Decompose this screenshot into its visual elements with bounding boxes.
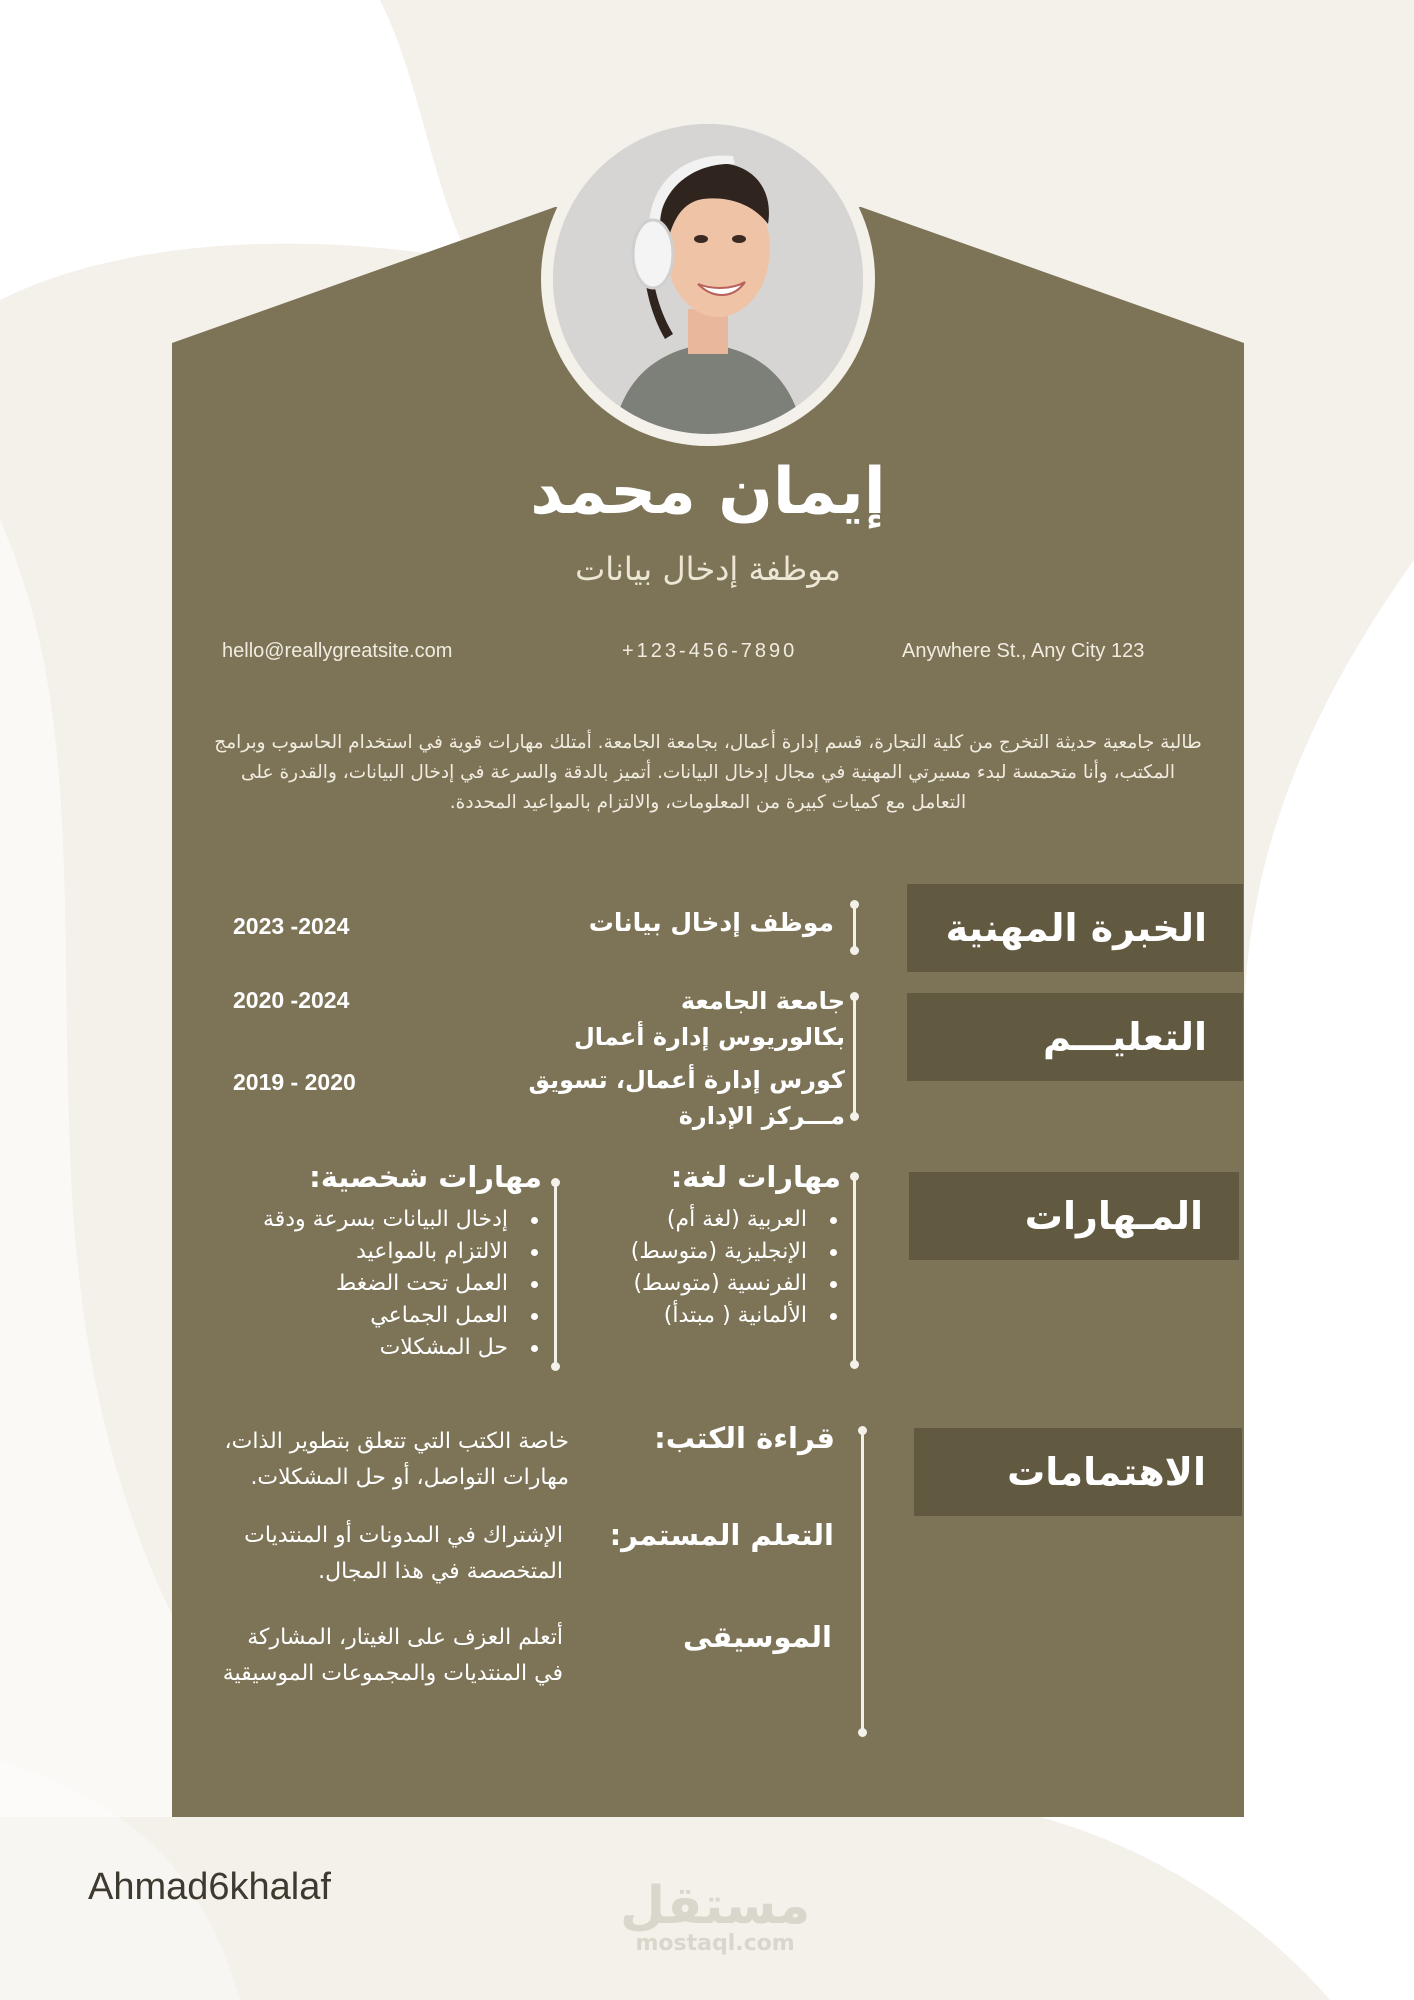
timeline-dot [858,1728,867,1737]
interest-desc-music: أتعلم العزف على الغيتار، المشاركة في المنتديات والمجموعات الموسيقية [222,1625,563,1686]
section-title-interests: الاهتمامات [1007,1450,1206,1494]
timeline-dot [850,900,859,909]
education-years-2: 2019 - 2020 [233,1069,356,1095]
interest-title-music: الموسيقى [682,1620,832,1654]
personal-skills-title: مهارات شخصية: [309,1160,542,1194]
timeline-dot [850,1112,859,1121]
list-item: العمل تحت الضغط [263,1268,542,1300]
section-title-education: التعليـــم [1042,1015,1207,1059]
education-school: جامعة الجامعة [680,987,845,1015]
list-item: الألمانية ( مبتدأ) [631,1300,841,1332]
profile-summary: طالبة جامعية حديثة التخرج من كلية التجارة، قسم إدارة أعمال، بجامعة الجامعة. أمتلك مهارات قوية في استخدام الحاسوب وبرامج المكتب، وأنا متحمسة لبدء مسيرتي المهنية في مجال إدخال البيانات. أتميز بالدقة والسرعة في إدخال البيانات، والقدرة على التعامل مع كميات كبيرة من المعلومات، والالتزام بالمواعيد المحددة. [214,732,1202,813]
author-signature: Ahmad6khalaf [88,1866,331,1908]
list-item: العربية (لغة أم) [631,1204,841,1236]
section-title-experience: الخبرة المهنية [945,906,1207,950]
experience-years: 2023 -2024 [233,913,350,939]
top-left-blob [0,0,470,300]
watermark-arabic: مستقل [620,1876,811,1936]
contact-phone: +123-456-7890 [622,640,798,662]
timeline-dot [850,1172,859,1181]
right-blob [1244,560,1414,1817]
education-item-1 [574,983,845,1055]
experience-role: موظف إدخال بيانات [588,908,834,937]
timeline-dot [850,992,859,1001]
avatar-illustration [553,124,863,434]
timeline-dot [850,946,859,955]
interest-title-reading: قراءة الكتب: [654,1421,835,1455]
skills-language-line [853,1176,856,1366]
language-skills-title: مهارات لغة: [670,1160,841,1194]
list-item: الالتزام بالمواعيد [263,1236,542,1268]
profile-photo [553,124,863,434]
bottom-right-blob [1040,1817,1414,2000]
interest-title-learning: التعلم المستمر: [609,1518,834,1552]
section-title-skills: المـهارات [1024,1194,1203,1238]
section-header-experience [907,884,1243,972]
watermark-domain: mostaql.com [635,1931,795,1956]
timeline-dot [850,1360,859,1369]
list-item: الفرنسية (متوسط) [631,1268,841,1300]
course-name: كورس إدارة أعمال، تسويق [528,1066,845,1094]
personal-skills-list [263,1204,542,1364]
watermark [620,1876,811,1956]
timeline-dot [551,1362,560,1371]
language-skills [631,1160,841,1332]
timeline-dot [858,1426,867,1435]
skills-personal-line [554,1182,557,1368]
section-header-education [907,993,1243,1081]
interest-desc-reading: خاصة الكتب التي تتعلق بتطوير الذات، مهارات التواصل، أو حل المشكلات. [224,1429,569,1490]
interest-desc-learning: الإشتراك في المدونات أو المنتديات المتخصصة في هذا المجال. [244,1523,563,1584]
job-title: موظفة إدخال بيانات [575,550,841,588]
education-years-1: 2020 -2024 [233,987,350,1013]
course-center: مـــركز الإدارة [678,1102,845,1130]
interests-timeline [861,1430,864,1734]
personal-skills [263,1160,542,1364]
candidate-name: إيمان محمد [530,455,886,529]
education-degree: بكالوريوس إدارة أعمال [573,1023,845,1051]
list-item: العمل الجماعي [263,1300,542,1332]
contact-email[interactable]: hello@reallygreatsite.com [222,640,453,662]
list-item: إدخال البيانات بسرعة ودقة [263,1204,542,1236]
section-header-interests [914,1428,1242,1516]
language-list [631,1204,841,1332]
list-item: الإنجليزية (متوسط) [631,1236,841,1268]
list-item: حل المشكلات [263,1332,542,1364]
education-item-2 [528,1062,845,1134]
timeline-dot [551,1178,560,1187]
education-timeline [853,996,856,1118]
section-header-skills [909,1172,1239,1260]
contact-address: Anywhere St., Any City 123 [902,640,1145,662]
